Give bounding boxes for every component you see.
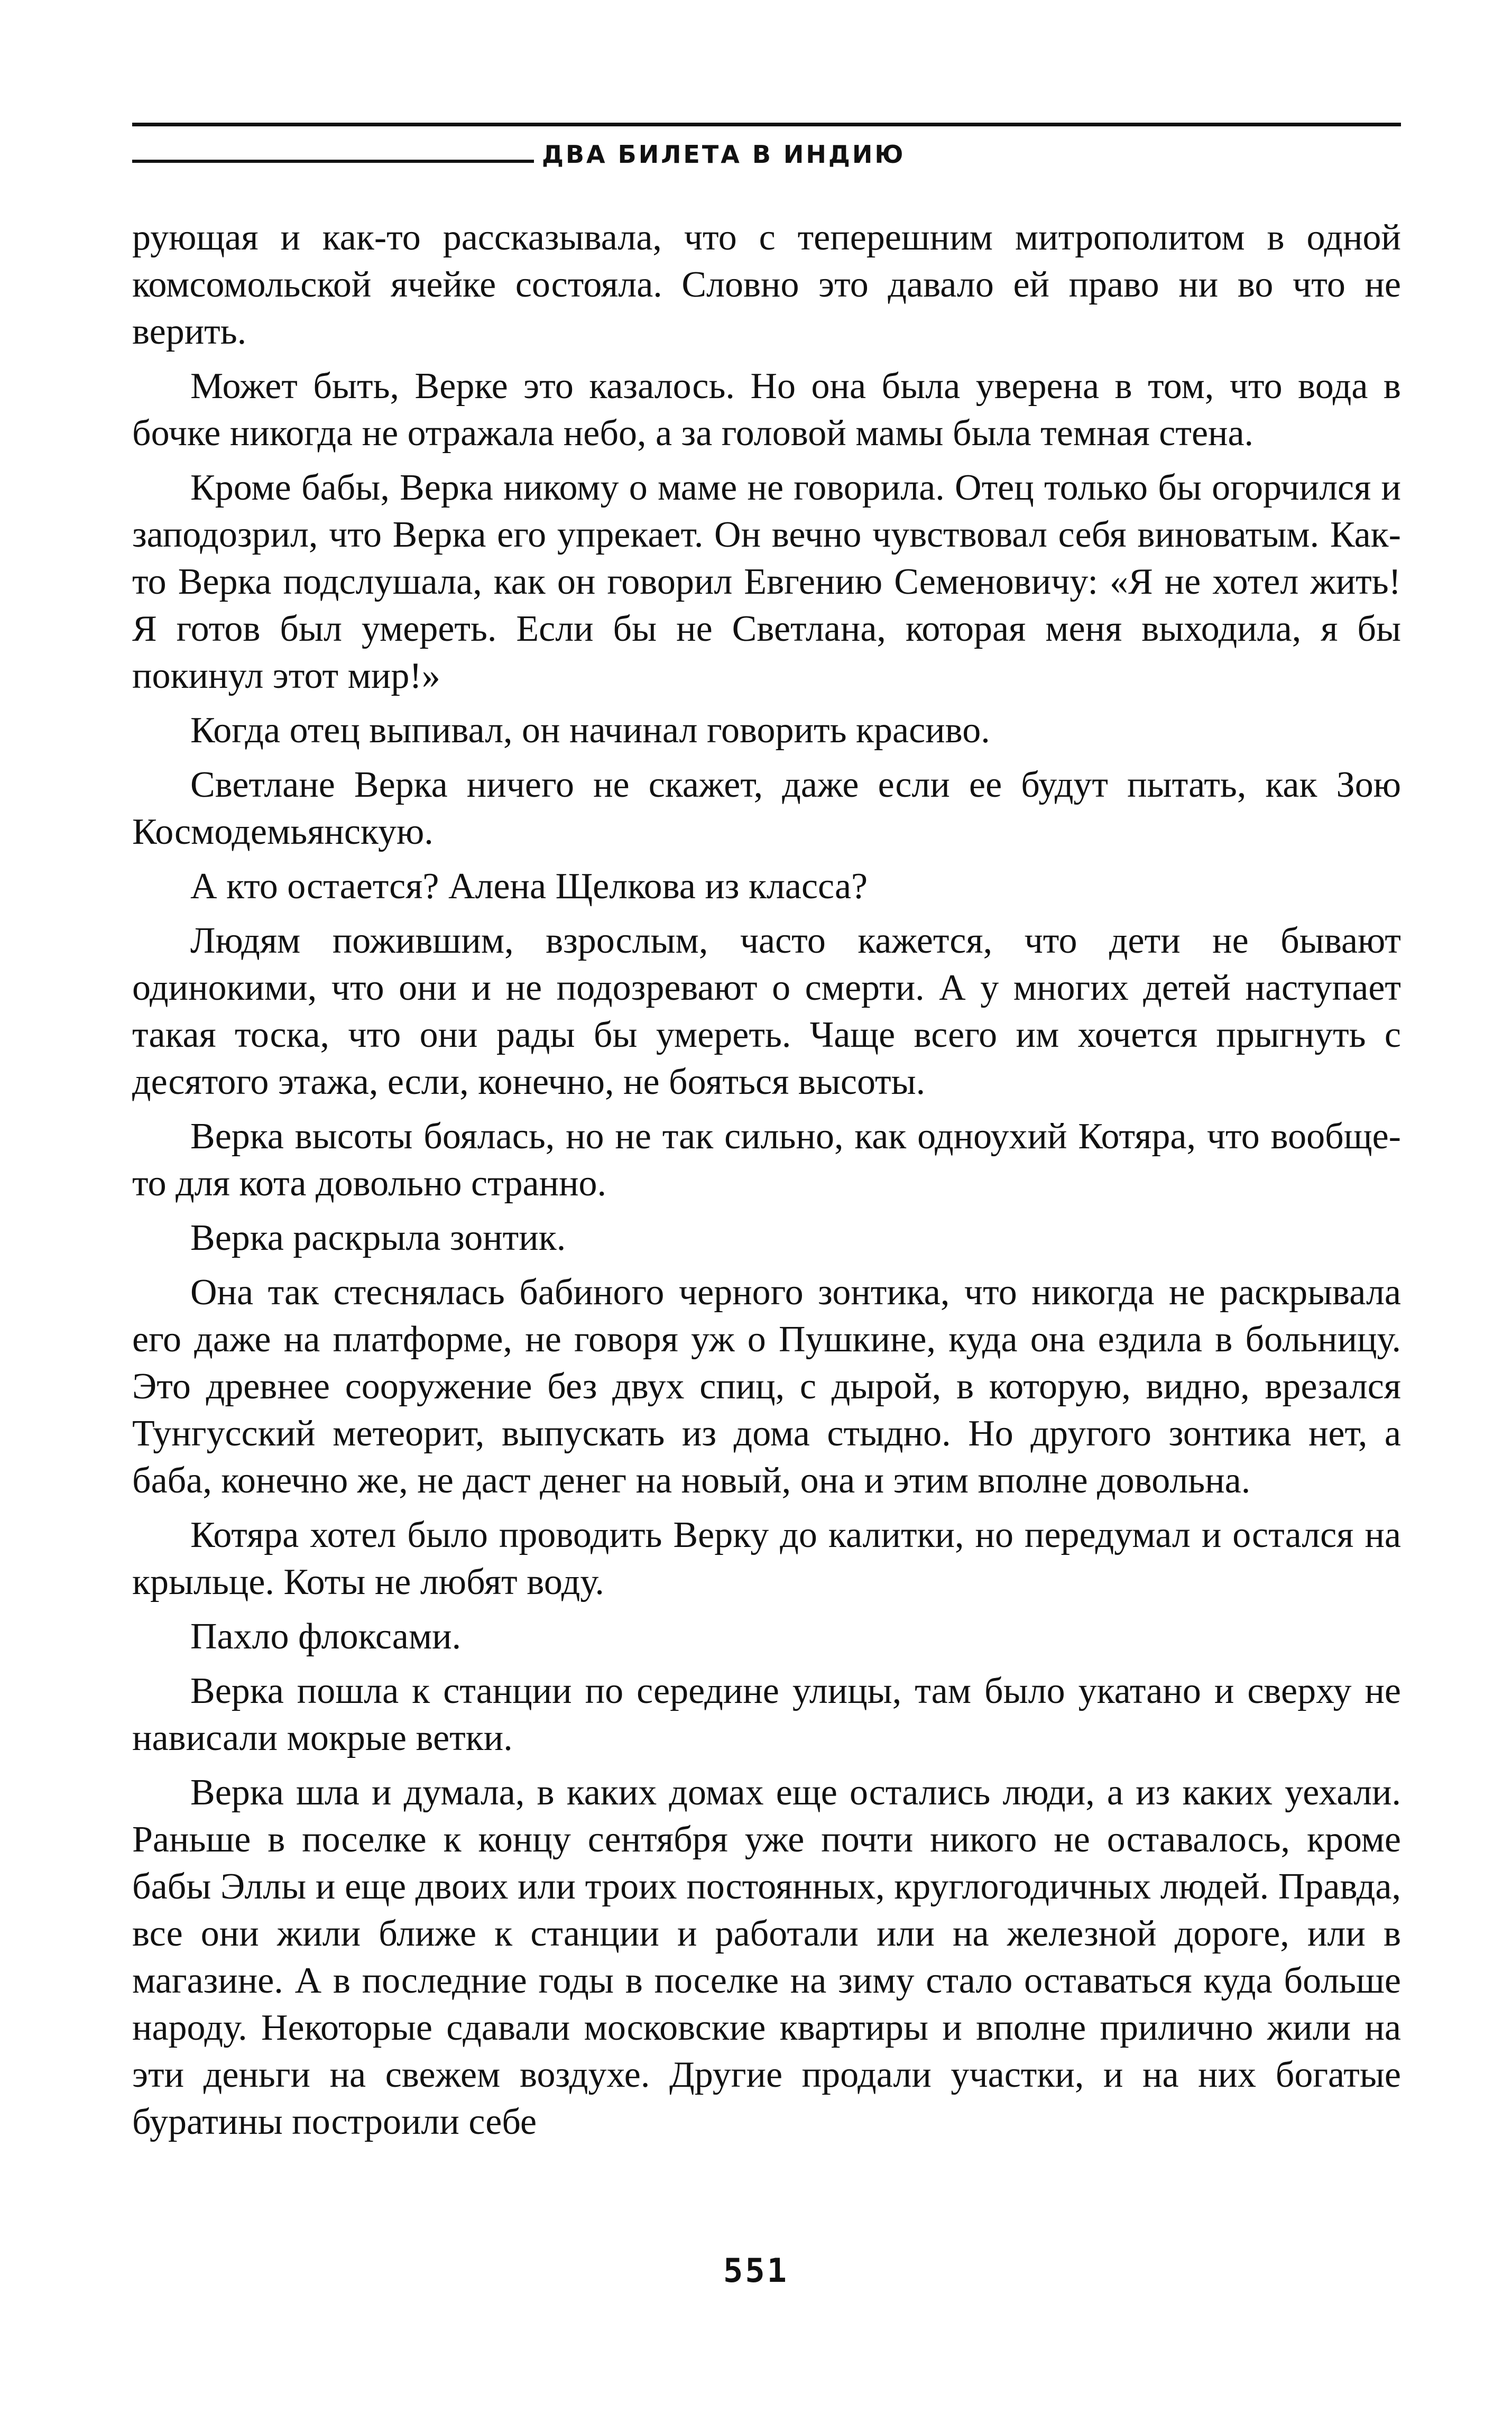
paragraph: Когда отец выпивал, он начинал говорить красиво.	[190, 710, 990, 751]
header-top-rule	[132, 123, 1401, 126]
running-header	[132, 139, 1401, 170]
page-number: 551	[723, 2251, 789, 2290]
paragraph: Светлане Верка ничего не скажет, даже если ее будут пытать, как Зою Космодемьянскую.	[132, 764, 1401, 852]
paragraph: Котяра хотел было проводить Верку до калитки, но передумал и остался на крыльце. Коты не любят воду.	[132, 1515, 1401, 1602]
paragraph: рующая и как-то рассказывала, что с теперешним митрополитом в одной комсомольской ячейке состояла. Словно это давало ей право ни во что не верить.	[132, 217, 1401, 352]
paragraph: Верка раскрыла зонтик.	[190, 1218, 566, 1258]
body-text	[132, 214, 1401, 2153]
paragraph: Людям пожившим, взрослым, часто кажется, что дети не бывают одинокими, что они и не подозревают о смерти. А у многих детей наступает такая тоска, что они рады бы умереть. Чаще всего им хочется прыгнуть с десятого этажа, если, конечно, не бояться высоты.	[132, 920, 1401, 1102]
header-left-rule	[132, 160, 534, 163]
paragraph: Она так стеснялась бабиного черного зонтика, что никогда не раскрывала его даже на платформе, не говоря уж о Пушкине, куда она ездила в больницу. Это древнее сооружение без двух спиц, с дырой, в которую, видно, врезался Тунгусский метеорит, выпускать из дома стыдно. Но другого зонтика нет, а баба, конечно же, не даст денег на новый, она и этим вполне довольна.	[132, 1272, 1401, 1501]
running-title: ДВА БИЛЕТА В ИНДИЮ	[542, 140, 906, 169]
paragraph: Верка высоты боялась, но не так сильно, как одноухий Котяра, что вообще-то для кота довольно странно.	[132, 1116, 1401, 1204]
paragraph: Пахло флоксами.	[190, 1616, 462, 1657]
paragraph: А кто остается? Алена Щелкова из класса?	[190, 866, 868, 907]
paragraph: Кроме бабы, Верка никому о маме не говорила. Отец только бы огорчился и заподозрил, что Верка его упрекает. Он вечно чувствовал себя виноватым. Как-то Верка подслушала, как он говорил Евгению Семеновичу: «Я не хотел жить! Я готов был умереть. Если бы не Светлана, которая меня выходила, я бы покинул этот мир!»	[132, 467, 1401, 696]
paragraph: Верка шла и думала, в каких домах еще остались люди, а из каких уехали. Раньше в поселке к концу сентября уже почти никого не оставалось, кроме бабы Эллы и еще двоих или троих постоянных, круглогодичных людей. Правда, все они жили ближе к станции и работали или на железной дороге, или в магазине. А в последние годы в поселке на зиму стало оставаться куда больше народу. Некоторые сдавали московские квартиры и вполне прилично жили на эти деньги на свежем воздухе. Другие продали участки, и на них богатые буратины построили себе	[132, 1772, 1401, 2142]
paragraph: Верка пошла к станции по середине улицы, там было укатано и сверху не нависали мокрые ветки.	[132, 1671, 1401, 1758]
paragraph: Может быть, Верке это казалось. Но она была уверена в том, что вода в бочке никогда не отражала небо, а за головой мамы была темная стена.	[132, 366, 1401, 454]
